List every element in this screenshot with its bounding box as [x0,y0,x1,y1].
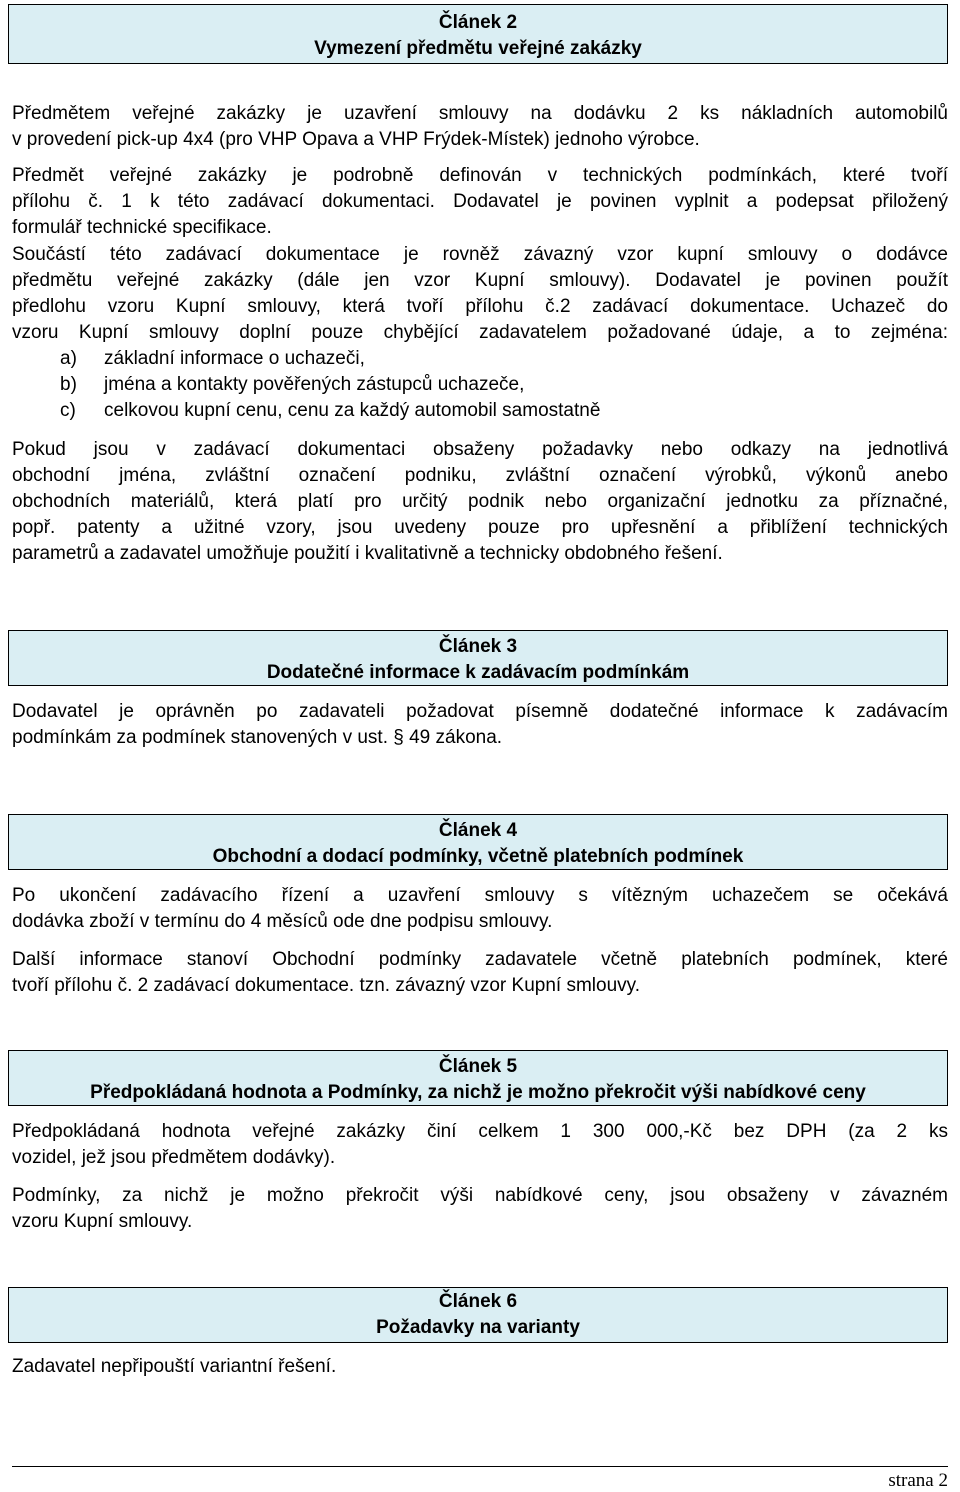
list-item-text: jména a kontakty pověřených zástupců uchazeče, [104,374,525,395]
text-line: Předmět veřejné zakázky je podrobně definován v technických podmínkách, které tvoří [12,165,948,186]
text-line: Další informace stanoví Obchodní podmínky zadavatele včetně platebních podmínek, které [12,949,948,970]
text-line: dodávka zboží v termínu do 4 měsíců ode dne podpisu smlouvy. [12,911,553,932]
text-line: Součástí této zadávací dokumentace je rovněž závazný vzor kupní smlouvy o dodávce [12,244,948,265]
article-2-subtitle: Vymezení předmětu veřejné zakázky [314,38,642,59]
text-line: přílohu č. 1 k této zadávací dokumentaci. Dodavatel je povinen vyplnit a podepsat přiložený [12,191,948,212]
article-4-heading [8,814,948,870]
text-line: Předpokládaná hodnota veřejné zakázky činí celkem 1 300 000,-Kč bez DPH (za 2 ks [12,1121,948,1142]
text-line: Zadavatel nepřipouští variantní řešení. [12,1356,337,1377]
text-line: Podmínky, za nichž je možno překročit výši nabídkové ceny, jsou obsaženy v závazném [12,1185,948,1206]
text-line: podmínkám za podmínek stanovených v ust. § 49 zákona. [12,727,503,748]
article-4-paragraph-1 [12,883,948,935]
list-item-text: základní informace o uchazeči, [104,348,365,369]
article-5-heading [8,1050,948,1106]
article-4-title: Článek 4 [438,820,518,841]
list-item-text: celkovou kupní cenu, cenu za každý automobil samostatně [104,400,601,421]
list-marker: a) [60,348,77,369]
article-2-paragraph-1 [12,101,948,153]
text-line: předlohu vzoru Kupní smlouvy, která tvoří přílohu č.2 zadávací dokumentace. Uchazeč do [12,296,948,317]
article-4-paragraph-2 [12,947,948,999]
text-line: formulář technické specifikace. [12,217,272,238]
list-marker: b) [60,374,77,395]
article-6-subtitle: Požadavky na varianty [376,1317,580,1338]
article-3-paragraph-1 [12,699,948,751]
list-item [60,398,600,424]
article-6-heading [8,1287,948,1343]
text-line: tvoří přílohu č. 2 zadávací dokumentace. tzn. závazný vzor Kupní smlouvy. [12,975,641,996]
text-line: Předmětem veřejné zakázky je uzavření smlouvy na dodávku 2 ks nákladních automobilů [12,103,948,124]
text-line: předmětu veřejné zakázky (dále jen vzor Kupní smlouvy). Dodavatel je povinen použít [12,270,948,291]
article-2-paragraph-4 [12,437,948,567]
text-line: v provedení pick-up 4x4 (pro VHP Opava a VHP Frýdek-Místek) jednoho výrobce. [12,129,700,150]
article-2-paragraph-3 [12,242,948,346]
text-line: parametrů a zadavatel umožňuje použití i kvalitativně a technicky obdobného řešení. [12,543,723,564]
article-6-title: Článek 6 [438,1291,518,1312]
article-2-list [60,346,600,424]
article-3-heading [8,630,948,686]
text-line: Dodavatel je oprávněn po zadavateli požadovat písemně dodatečné informace k zadávacím [12,701,948,722]
article-2-heading [8,4,948,64]
article-2-title: Článek 2 [438,12,518,33]
text-line: vzoru Kupní smlouvy doplní pouze chybějící zadavatelem požadované údaje, a to zejména: [12,322,948,343]
page-number: strana 2 [888,1470,948,1491]
article-2-paragraph-2 [12,163,948,241]
list-item [60,346,600,372]
article-4-subtitle: Obchodní a dodací podmínky, včetně platebních podmínek [212,846,744,867]
text-line: vzoru Kupní smlouvy. [12,1211,193,1232]
text-line: Po ukončení zadávacího řízení a uzavření smlouvy s vítězným uchazečem se očekává [12,885,948,906]
list-item [60,372,600,398]
footer-divider [12,1466,948,1467]
article-5-subtitle: Předpokládaná hodnota a Podmínky, za nichž je možno překročit výši nabídkové ceny [90,1082,866,1103]
text-line: vozidel, jež jsou předmětem dodávky). [12,1147,336,1168]
article-5-paragraph-2 [12,1183,948,1235]
article-6-paragraph-1 [12,1354,948,1380]
article-3-title: Článek 3 [438,636,518,657]
text-line: obchodních materiálů, která platí pro určitý podnik nebo organizační jednotku za příznačné, [12,491,948,512]
article-3-subtitle: Dodatečné informace k zadávacím podmínkám [266,662,690,683]
article-5-paragraph-1 [12,1119,948,1171]
list-marker: c) [60,400,76,421]
text-line: popř. patenty a užitné vzory, jsou uvedeny pouze pro upřesnění a přiblížení technických [12,517,948,538]
article-5-title: Článek 5 [438,1056,518,1077]
text-line: Pokud jsou v zadávací dokumentaci obsaženy požadavky nebo odkazy na jednotlivá [12,439,948,460]
text-line: obchodní jména, zvláštní označení podniku, zvláštní označení výrobků, výkonů anebo [12,465,948,486]
